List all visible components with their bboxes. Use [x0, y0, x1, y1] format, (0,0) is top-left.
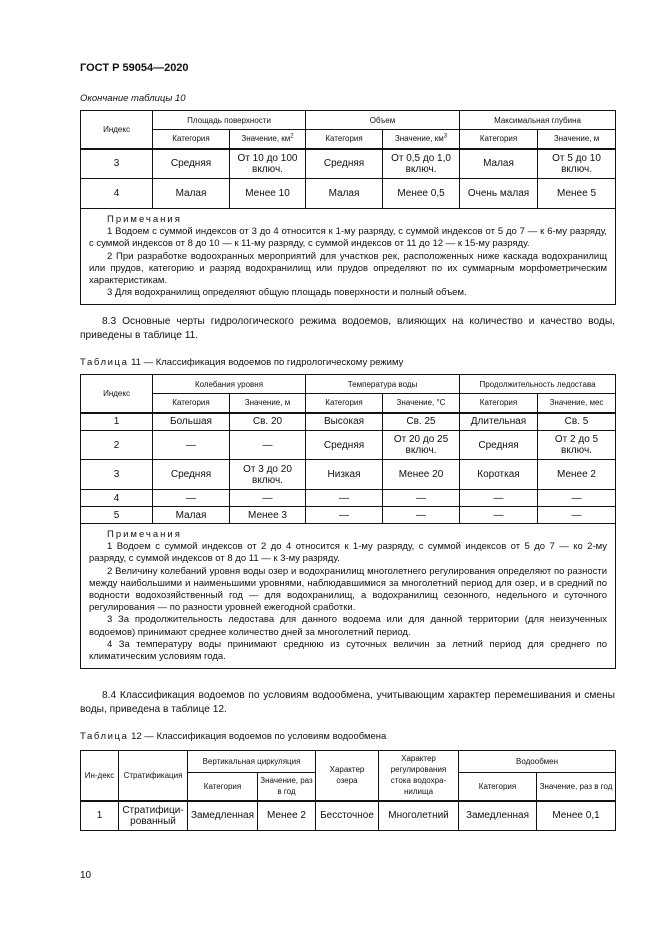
table-row: [81, 431, 616, 460]
paragraph-8-4: 8.4 Классификация водоемов по условиям водообмена, учитывающим характер перемешивания и смены воды, приведена в таблице 12.: [80, 690, 615, 715]
table-cell: Менее 20: [383, 460, 460, 490]
table12-head-exchange: Водообмен: [459, 751, 616, 773]
paragraph-8-3: 8.3 Основные черты гидрологического режима водоемов, влияющих на количество и качество воды, приведены в таблице 11.: [80, 316, 615, 341]
table10-notes-row: [81, 209, 616, 305]
table11-head-level: Колебания уровня: [153, 375, 306, 394]
table12-head-vertical: Вертикальная циркуляция: [188, 751, 316, 773]
table12-head-stratification: Стратификация: [119, 751, 188, 801]
table-cell: —: [383, 507, 460, 524]
table-cell: Средняя: [153, 149, 230, 179]
table-row: [81, 413, 616, 431]
table-cell: Длительная: [460, 413, 538, 431]
table10-head-depth: Максимальная глубина: [460, 111, 616, 130]
table-cell: —: [306, 490, 383, 507]
table-row: [81, 801, 616, 831]
table12-head-index: Ин-декс: [81, 751, 119, 801]
table10-head-index: Индекс: [81, 111, 153, 149]
table10-head-category: Категория: [153, 130, 230, 149]
table-row: [81, 460, 616, 490]
table-cell: 1: [81, 801, 119, 831]
table-cell: От 3 до 20 включ.: [230, 460, 306, 490]
table11-caption: Таблица 11 — Классификация водоемов по гидрологическому режиму: [80, 357, 404, 368]
table11-head-temp: Температура воды: [306, 375, 460, 394]
notes-title: Примечания: [107, 214, 182, 225]
table11-head-index: Индекс: [81, 375, 153, 413]
table-cell: Замедленная: [188, 801, 258, 831]
note-item: 1 Водоем с суммой индексов от 2 до 4 относится к 1-му разряду, с суммой индексов от 5 до 7 — ко 2-му разряду, с суммой индексов от 8 до 11 — к 3-му разряду.: [89, 541, 608, 565]
table-cell: Менее 2: [538, 460, 616, 490]
page-number: 10: [80, 870, 92, 881]
table-cell: Замедленная: [459, 801, 537, 831]
table10-head-value-area: Значение, $км^2$: [230, 130, 306, 149]
table10-head-value-depth: Значение, м: [538, 130, 616, 149]
table11: [80, 374, 616, 669]
note-item: 4 За температуру воды принимают среднюю из суточных величин за летний период для среднего по климатическим условиям года.: [89, 638, 608, 663]
table-cell: Большая: [153, 413, 230, 431]
table-cell: —: [230, 431, 306, 460]
table-cell: 4: [81, 179, 153, 209]
note-item: 1 Водоем с суммой индексов от 3 до 4 относится к 1-му разряду, с суммой индексов от 5 до 7 — к 6-му разряду, с суммой индексов от 8 до 10 — к 11-му разряду, с суммой индексов от 11 до 12 — к 15-му разряду.: [89, 226, 608, 250]
table-cell: 3: [81, 149, 153, 179]
table-row: [81, 507, 616, 524]
table-cell: —: [460, 507, 538, 524]
note-item: 2 При разработке водоохранных мероприятий для участков рек, расположенных ниже каскада водохранилищ или прудов, категорию и разряд водохранилищ или прудов определяют по их суммарным морфометрическим характеристикам.: [89, 250, 608, 287]
table-cell: —: [538, 490, 616, 507]
table12-head-value: Значение, раз в год: [537, 773, 616, 801]
table-cell: —: [460, 490, 538, 507]
table-row: [81, 490, 616, 507]
table-cell: Малая: [306, 179, 383, 209]
table-cell: 1: [81, 413, 153, 431]
table-cell: 3: [81, 460, 153, 490]
table-cell: Менее 10: [230, 179, 306, 209]
table10-caption: Окончание таблицы 10: [80, 93, 186, 104]
table-cell: Малая: [153, 179, 230, 209]
table11-notes: [81, 524, 616, 669]
table11-head-value-level: Значение, м: [230, 394, 306, 413]
table-cell: Очень малая: [460, 179, 538, 209]
table10-head-volume: Объем: [306, 111, 460, 130]
table-cell: Малая: [460, 149, 538, 179]
table-cell: Менее 3: [230, 507, 306, 524]
table-cell: —: [306, 507, 383, 524]
table10-head-area: Площадь поверхности: [153, 111, 306, 130]
table-cell: —: [383, 490, 460, 507]
table12-head-category: Категория: [188, 773, 258, 801]
table12-caption: Таблица 12 — Классификация водоемов по условиям водообмена: [80, 731, 387, 742]
table12: [80, 750, 616, 831]
note-item: 3 Для водохранилищ определяют общую площадь поверхности и полный объем.: [107, 287, 467, 299]
table-cell: Менее 5: [538, 179, 616, 209]
table12-head-value: Значение, раз в год: [258, 773, 316, 801]
table-cell: Св. 20: [230, 413, 306, 431]
table-cell: Менее 2: [258, 801, 316, 831]
table-cell: От 5 до 10 включ.: [538, 149, 616, 179]
table-cell: Средняя: [306, 149, 383, 179]
table10-head-category: Категория: [460, 130, 538, 149]
table10-head-category: Категория: [306, 130, 383, 149]
table12-head-lake-character: Характер озера: [316, 751, 379, 801]
table-cell: От 2 до 5 включ.: [538, 431, 616, 460]
table10: [80, 110, 616, 305]
table10-head-value-volume: Значение, $км^3$: [383, 130, 460, 149]
table-cell: Менее 0,1: [537, 801, 616, 831]
table11-head-category: Категория: [460, 394, 538, 413]
table-cell: —: [153, 431, 230, 460]
table10-notes: [81, 209, 616, 305]
table11-head-category: Категория: [306, 394, 383, 413]
table-cell: От 10 до 100 включ.: [230, 149, 306, 179]
table-cell: 5: [81, 507, 153, 524]
table11-head-value-ice: Значение, мес: [538, 394, 616, 413]
table-cell: Бессточное: [316, 801, 379, 831]
table-cell: Средняя: [306, 431, 383, 460]
table-cell: Св. 5: [538, 413, 616, 431]
table-cell: —: [230, 490, 306, 507]
table-cell: Менее 0,5: [383, 179, 460, 209]
note-item: 3 За продолжительность ледостава для данного водоема или для данной территории (для неизученных водоемов) принимают среднее количество дней за многолетний период.: [89, 614, 608, 638]
table-cell: —: [153, 490, 230, 507]
table-cell: Низкая: [306, 460, 383, 490]
table11-head-category: Категория: [153, 394, 230, 413]
table-cell: Св. 25: [383, 413, 460, 431]
table11-head-value-temp: Значение, °С: [383, 394, 460, 413]
table-cell: Многолетний: [379, 801, 459, 831]
table-cell: 4: [81, 490, 153, 507]
document-header: ГОСТ Р 59054—2020: [80, 62, 189, 74]
table-cell: От 0,5 до 1,0 включ.: [383, 149, 460, 179]
table11-notes-row: [81, 524, 616, 669]
table-cell: Средняя: [153, 460, 230, 490]
table12-head-regulation: Характер регулирования стока водохра-нилища: [379, 751, 459, 801]
table-cell: Средняя: [460, 431, 538, 460]
table-cell: Стратифици-рованный: [119, 801, 188, 831]
table-cell: От 20 до 25 включ.: [383, 431, 460, 460]
table-cell: 2: [81, 431, 153, 460]
table11-head-ice: Продолжительность ледостава: [460, 375, 616, 394]
table12-head-category: Категория: [459, 773, 537, 801]
table-row: [81, 179, 616, 209]
table-cell: Малая: [153, 507, 230, 524]
note-item: 2 Величину колебаний уровня воды озер и водохранилищ многолетнего регулирования определяют по разности между наибольшими и наименьшими уровнями, наблюдавшимися за многолетний период для озер, и в средний по водности водохозяйственный год — для водохранилищ, а водохранилищ сезонного, недельного и суточного регулирования — по разности уровней ежегодной сработки.: [89, 565, 608, 614]
table-cell: —: [538, 507, 616, 524]
notes-title: Примечания: [107, 529, 182, 540]
table-cell: Короткая: [460, 460, 538, 490]
table-row: [81, 149, 616, 179]
table-cell: Высокая: [306, 413, 383, 431]
